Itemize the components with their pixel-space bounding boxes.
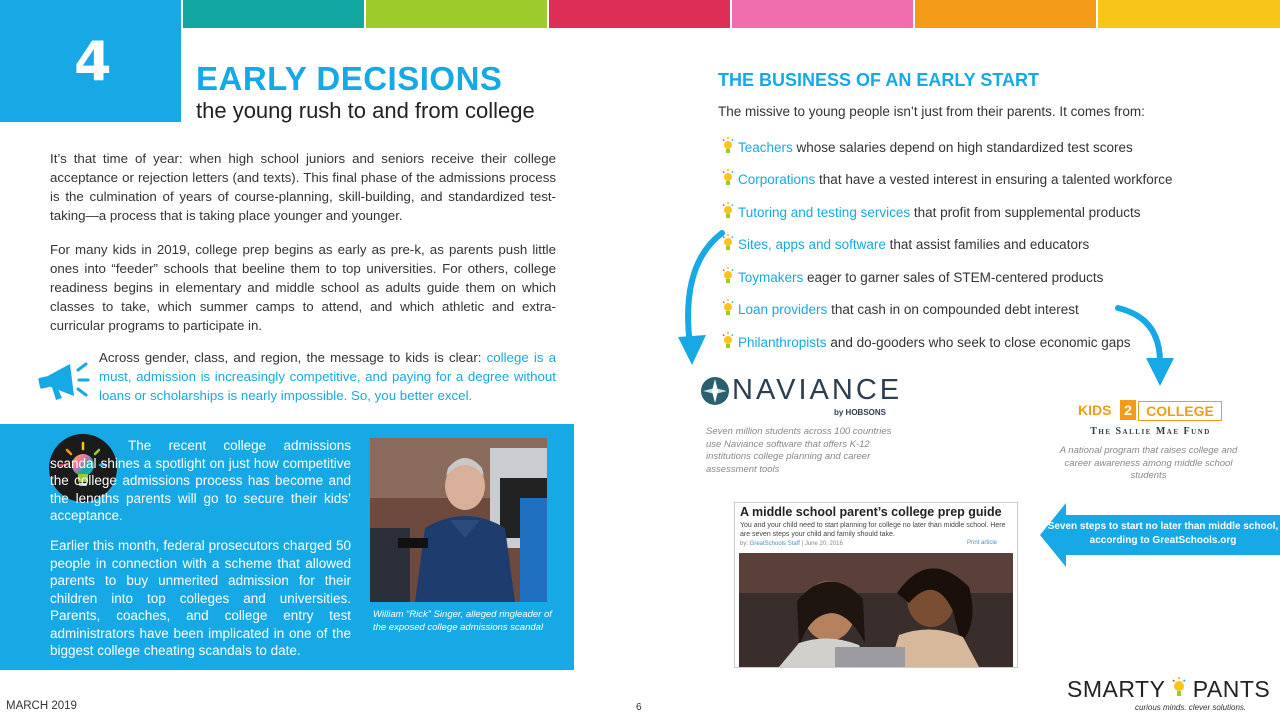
article-print-link: Print article xyxy=(967,540,998,546)
page-subtitle: the young rush to and from college xyxy=(196,98,535,123)
naviance-byline: by HOBSONS xyxy=(834,408,887,417)
megaphone-icon xyxy=(34,356,90,404)
business-list-item xyxy=(722,299,1079,317)
business-list-item xyxy=(722,202,1140,220)
naviance-description: Seven million students across 100 countries use Naviance software that offers K-12 institutions college planning and career assessment tools xyxy=(706,426,892,475)
business-item-text: whose salaries depend on high standardized test scores xyxy=(792,140,1133,155)
article-title: A middle school parent’s college prep guide xyxy=(740,505,1002,519)
stripe-7 xyxy=(1098,0,1280,28)
business-item-highlight: Teachers xyxy=(738,140,793,155)
k2c-name-left: KIDS xyxy=(1078,402,1112,418)
business-item-highlight: Sites, apps and software xyxy=(738,237,886,252)
business-list-item xyxy=(722,169,1173,187)
message-highlight: college is a must, admission is increasingly competitive, and paying for a degree without loans or scholarships is nearly impossible. So, you better excel. xyxy=(99,350,556,403)
stripe-4 xyxy=(549,0,730,28)
naviance-compass-icon xyxy=(700,376,730,406)
article-photo xyxy=(739,553,1013,667)
business-item-text: that assist families and educators xyxy=(885,237,1090,252)
kids2college-description: A national program that raises college and career awareness among middle school students xyxy=(1059,445,1238,481)
brand-left: SMARTY xyxy=(1067,676,1166,702)
k2c-name-right: COLLEGE xyxy=(1138,401,1222,421)
brand-tagline: curious minds. clever solutions. xyxy=(1135,703,1247,712)
article-subtitle: You and your child need to start planning for college no later than middle school. Here are seven steps your child and family should take. xyxy=(740,522,1006,538)
business-item-text: eager to garner sales of STEM-centered products xyxy=(803,270,1104,285)
stripe-2 xyxy=(183,0,364,28)
lightbulb-bullet-icon xyxy=(722,137,734,155)
message-paragraph xyxy=(99,348,556,405)
k2c-name-num: 2 xyxy=(1120,400,1136,420)
brand-bulb-icon xyxy=(1172,677,1186,699)
intro-paragraph-2: For many kids in 2019, college prep begins as early as pre-k, as parents push little ones into “feeder” schools that beeline them to top universities. For others, college readiness begins in elementary and middle school as adults guide them on which classes to take, which summer camps to attend, and which athletic and extra-curricular programs to participate in. xyxy=(50,242,556,333)
lightbulb-bullet-icon xyxy=(722,202,734,220)
business-list-item xyxy=(722,234,1089,252)
right-curved-arrow-icon xyxy=(1112,300,1182,390)
business-heading: THE BUSINESS OF AN EARLY START xyxy=(718,70,1040,90)
intro-paragraph-1: It’s that time of year: when high school juniors and seniors receive their college acceptance or rejection letters (and texts). This final phase of the admissions process is the culmination of years of course-planning, skill-building, and standardized test-taking—a process that is taking place younger and younger. xyxy=(50,151,556,223)
footer-date: MARCH 2019 xyxy=(6,700,77,712)
business-item-highlight: Tutoring and testing services xyxy=(738,205,911,220)
business-item-highlight: Philanthropists xyxy=(738,335,827,350)
business-intro: The missive to young people isn’t just from their parents. It comes from: xyxy=(718,104,1145,119)
stripe-5 xyxy=(732,0,913,28)
news-photo xyxy=(370,438,547,602)
business-item-text: that cash in on compounded debt interest xyxy=(827,302,1079,317)
page-number: 6 xyxy=(636,702,642,713)
photo-caption: William “Rick” Singer, alleged ringleader of the exposed college admissions scandal xyxy=(373,609,552,633)
stripe-6 xyxy=(915,0,1096,28)
business-list-item xyxy=(722,332,1131,350)
article-meta-prefix: by: xyxy=(740,541,750,547)
business-item-highlight: Toymakers xyxy=(738,270,804,285)
business-item-highlight: Loan providers xyxy=(738,302,828,317)
article-meta-date: | June 20, 2016 xyxy=(799,541,843,547)
business-item-text: that profit from supplemental products xyxy=(910,205,1141,220)
kids2college-logo xyxy=(1078,400,1223,442)
brand-logo xyxy=(1067,676,1270,703)
chapter-number: 4 xyxy=(74,30,112,93)
panel-paragraph-1: The recent college admissions scandal shines a spotlight on just how competitive the college admissions process has become and the lengths parents will go to secure their kids’ acceptance. xyxy=(50,438,351,523)
brand-right: PANTS xyxy=(1192,676,1271,702)
article-preview xyxy=(734,502,1018,668)
message-lead: Across gender, class, and region, the message to kids is clear: xyxy=(99,350,487,365)
panel-paragraph-2: Earlier this month, federal prosecutors charged 50 people in connection with a scheme that allowed parents to buy unmerited admission for their children into top colleges and universities. Parents, coaches, and college entry test administrators have been implicated in one of the biggest college cheating scandals to date. xyxy=(50,538,351,658)
naviance-logo xyxy=(700,372,903,422)
business-item-text: that have a vested interest in ensuring a talented workforce xyxy=(815,172,1173,187)
business-item-text: and do-gooders who seek to close economic gaps xyxy=(826,335,1131,350)
stripe-3 xyxy=(366,0,547,28)
business-item-highlight: Corporations xyxy=(738,172,816,187)
article-meta xyxy=(740,541,843,547)
naviance-name: NAVIANCE xyxy=(732,374,903,406)
business-list-item xyxy=(722,267,1103,285)
business-list-item xyxy=(722,137,1133,155)
page-title: EARLY DECISIONS xyxy=(196,60,503,97)
article-meta-author: GreatSchools Staff xyxy=(749,541,800,547)
callout-text: Seven steps to start no later than middle school, according to GreatSchools.org xyxy=(1047,521,1279,546)
chapter-number-box xyxy=(0,0,181,122)
lightbulb-bullet-icon xyxy=(722,169,734,187)
k2c-fund: The Sallie Mae Fund xyxy=(1090,426,1211,437)
left-curved-arrow-icon xyxy=(670,225,730,375)
